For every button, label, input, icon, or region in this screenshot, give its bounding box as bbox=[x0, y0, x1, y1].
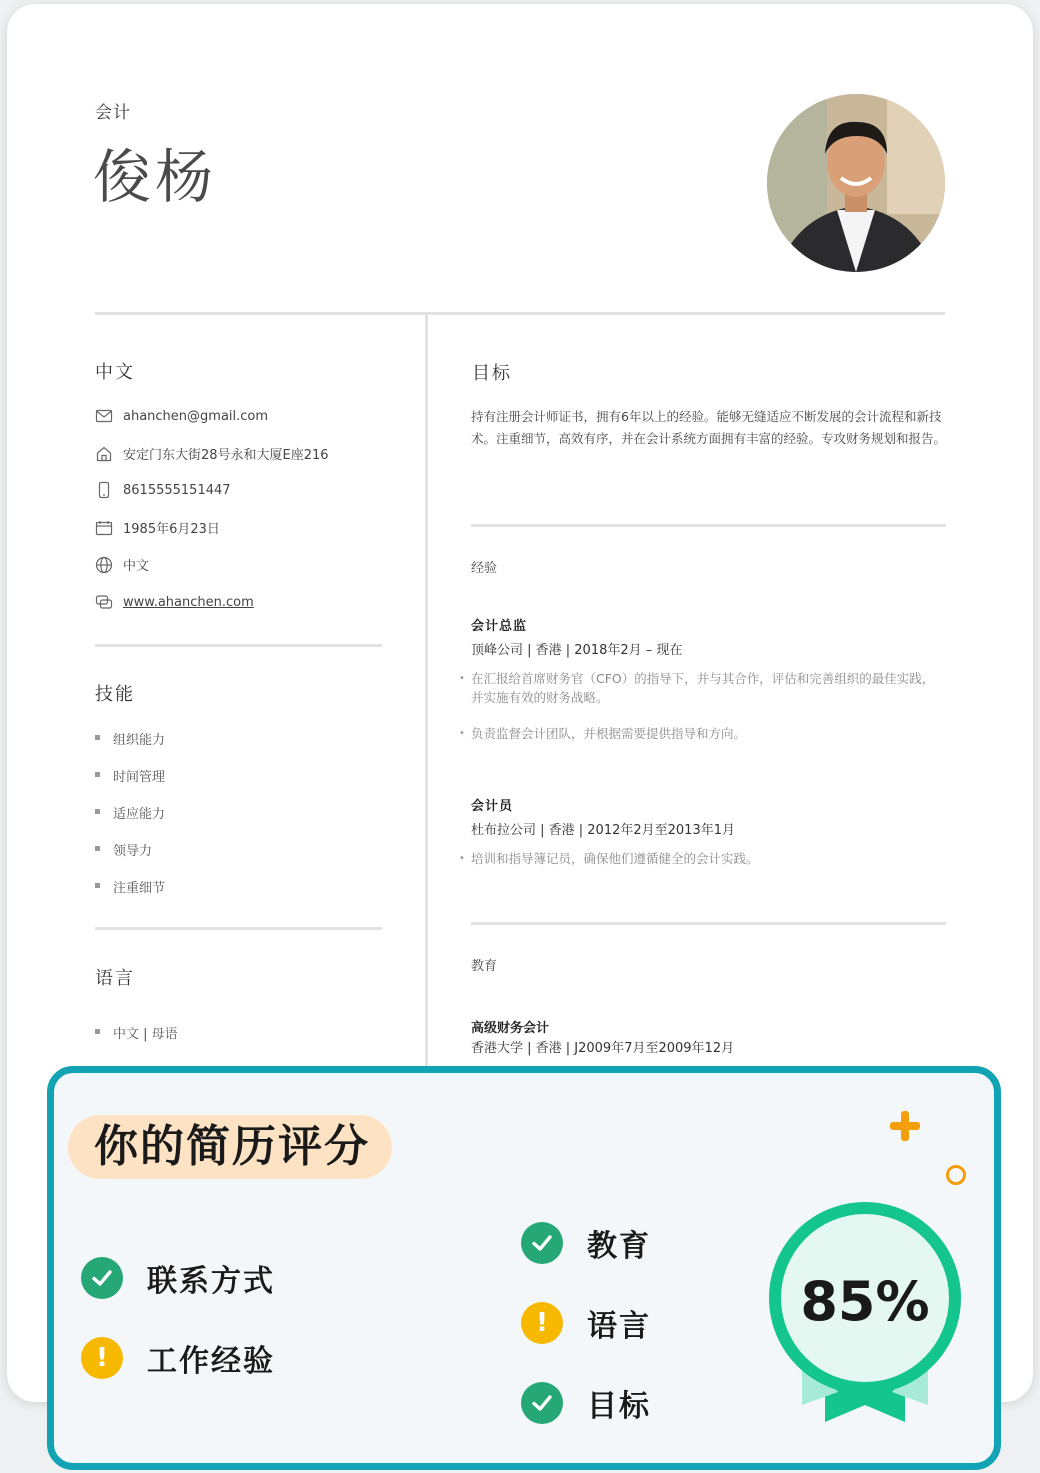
job-meta: 杜布拉公司 | 香港 | 2012年2月至2013年1月 bbox=[471, 823, 735, 838]
contact-birthday bbox=[95, 518, 220, 537]
list-item: 组织能力 bbox=[95, 729, 165, 766]
mail-icon bbox=[95, 407, 113, 425]
circle-decoration-icon bbox=[946, 1165, 966, 1185]
score-item-label: 工作经验 bbox=[147, 1344, 275, 1379]
column-divider bbox=[425, 314, 428, 1074]
job-bullet: • 负责监督会计团队，并根据需要提供指导和方向。 bbox=[471, 724, 941, 743]
score-item-label: 联系方式 bbox=[147, 1264, 275, 1299]
score-item-label: 教育 bbox=[587, 1229, 651, 1264]
list-item: 中文 | 母语 bbox=[95, 1023, 178, 1060]
phone-icon bbox=[95, 481, 113, 499]
warning-icon: ! bbox=[521, 1302, 563, 1344]
job-bullet: • 培训和指导簿记员，确保他们遵循健全的会计实践。 bbox=[471, 849, 941, 868]
list-item: 适应能力 bbox=[95, 803, 165, 840]
home-icon bbox=[95, 445, 113, 463]
objective-divider bbox=[471, 524, 946, 527]
language-text: 中文 bbox=[123, 559, 150, 574]
birthday-text: 1985年6月23日 bbox=[123, 522, 220, 537]
education-meta: 香港大学 | 香港 | J2009年7月至2009年12月 bbox=[471, 1041, 735, 1056]
globe-icon bbox=[95, 556, 113, 574]
skills-title: 技能 bbox=[95, 684, 135, 705]
experience-title: 经验 bbox=[471, 561, 498, 576]
degree-title: 高级财务会计 bbox=[471, 1021, 550, 1036]
education-title: 教育 bbox=[471, 959, 498, 974]
profile-photo bbox=[767, 94, 945, 272]
score-item-label: 语言 bbox=[587, 1309, 651, 1344]
check-icon bbox=[81, 1257, 123, 1299]
languages-list bbox=[95, 1023, 178, 1060]
score-item-education bbox=[521, 1221, 651, 1265]
score-item-objective bbox=[521, 1381, 651, 1425]
calendar-icon bbox=[95, 519, 113, 537]
skills-divider bbox=[95, 927, 382, 930]
list-item: 时间管理 bbox=[95, 766, 165, 803]
check-icon bbox=[521, 1222, 563, 1264]
job-title: 会计总监 bbox=[471, 619, 528, 634]
score-heading: 你的简历评分 bbox=[68, 1115, 392, 1179]
header-divider bbox=[95, 312, 945, 315]
score-percent: 85% bbox=[800, 1270, 930, 1333]
languages-title: 语言 bbox=[95, 968, 135, 989]
objective-title: 目标 bbox=[472, 363, 512, 384]
link-icon bbox=[95, 593, 113, 611]
phone-text: 8615555151447 bbox=[123, 482, 231, 498]
contact-divider bbox=[95, 644, 382, 647]
job-bullet: • 在汇报给首席财务官（CFO）的指导下，并与其合作，评估和完善组织的最佳实践，并实施有效的财务战略。 bbox=[471, 669, 941, 707]
email-text: ahanchen@gmail.com bbox=[123, 408, 269, 424]
contact-email bbox=[95, 407, 268, 425]
score-item-experience bbox=[81, 1336, 275, 1380]
candidate-name: 俊杨 bbox=[93, 143, 218, 211]
website-link[interactable]: www.ahanchen.com bbox=[123, 594, 254, 610]
plus-icon bbox=[888, 1109, 922, 1143]
job-meta: 顶峰公司 | 香港 | 2018年2月 – 现在 bbox=[471, 643, 683, 658]
contact-address bbox=[95, 444, 329, 463]
warning-icon: ! bbox=[81, 1337, 123, 1379]
contact-phone bbox=[95, 481, 231, 499]
resume-score-card bbox=[47, 1066, 1001, 1470]
list-item: 领导力 bbox=[95, 840, 165, 877]
job-role: 会计 bbox=[95, 103, 131, 123]
objective-text: 持有注册会计师证书，拥有6年以上的经验。能够无缝适应不断发展的会计流程和新技术。注重细节，高效有序，并在会计系统方面拥有丰富的经验。专攻财务规划和报告。 bbox=[471, 409, 947, 446]
score-medal bbox=[768, 1200, 968, 1430]
contact-website[interactable] bbox=[95, 593, 254, 611]
score-item-contact bbox=[81, 1256, 275, 1300]
score-item-label: 目标 bbox=[587, 1389, 651, 1424]
job-title: 会计员 bbox=[471, 799, 514, 814]
address-text: 安定门东大街28号永和大厦E座216 bbox=[123, 448, 329, 463]
contact-language bbox=[95, 555, 149, 574]
skills-list bbox=[95, 729, 165, 914]
list-item: 注重细节 bbox=[95, 877, 165, 914]
contact-title: 中文 bbox=[95, 362, 135, 383]
score-item-language bbox=[521, 1301, 651, 1345]
experience-divider bbox=[471, 922, 946, 925]
check-icon bbox=[521, 1382, 563, 1424]
